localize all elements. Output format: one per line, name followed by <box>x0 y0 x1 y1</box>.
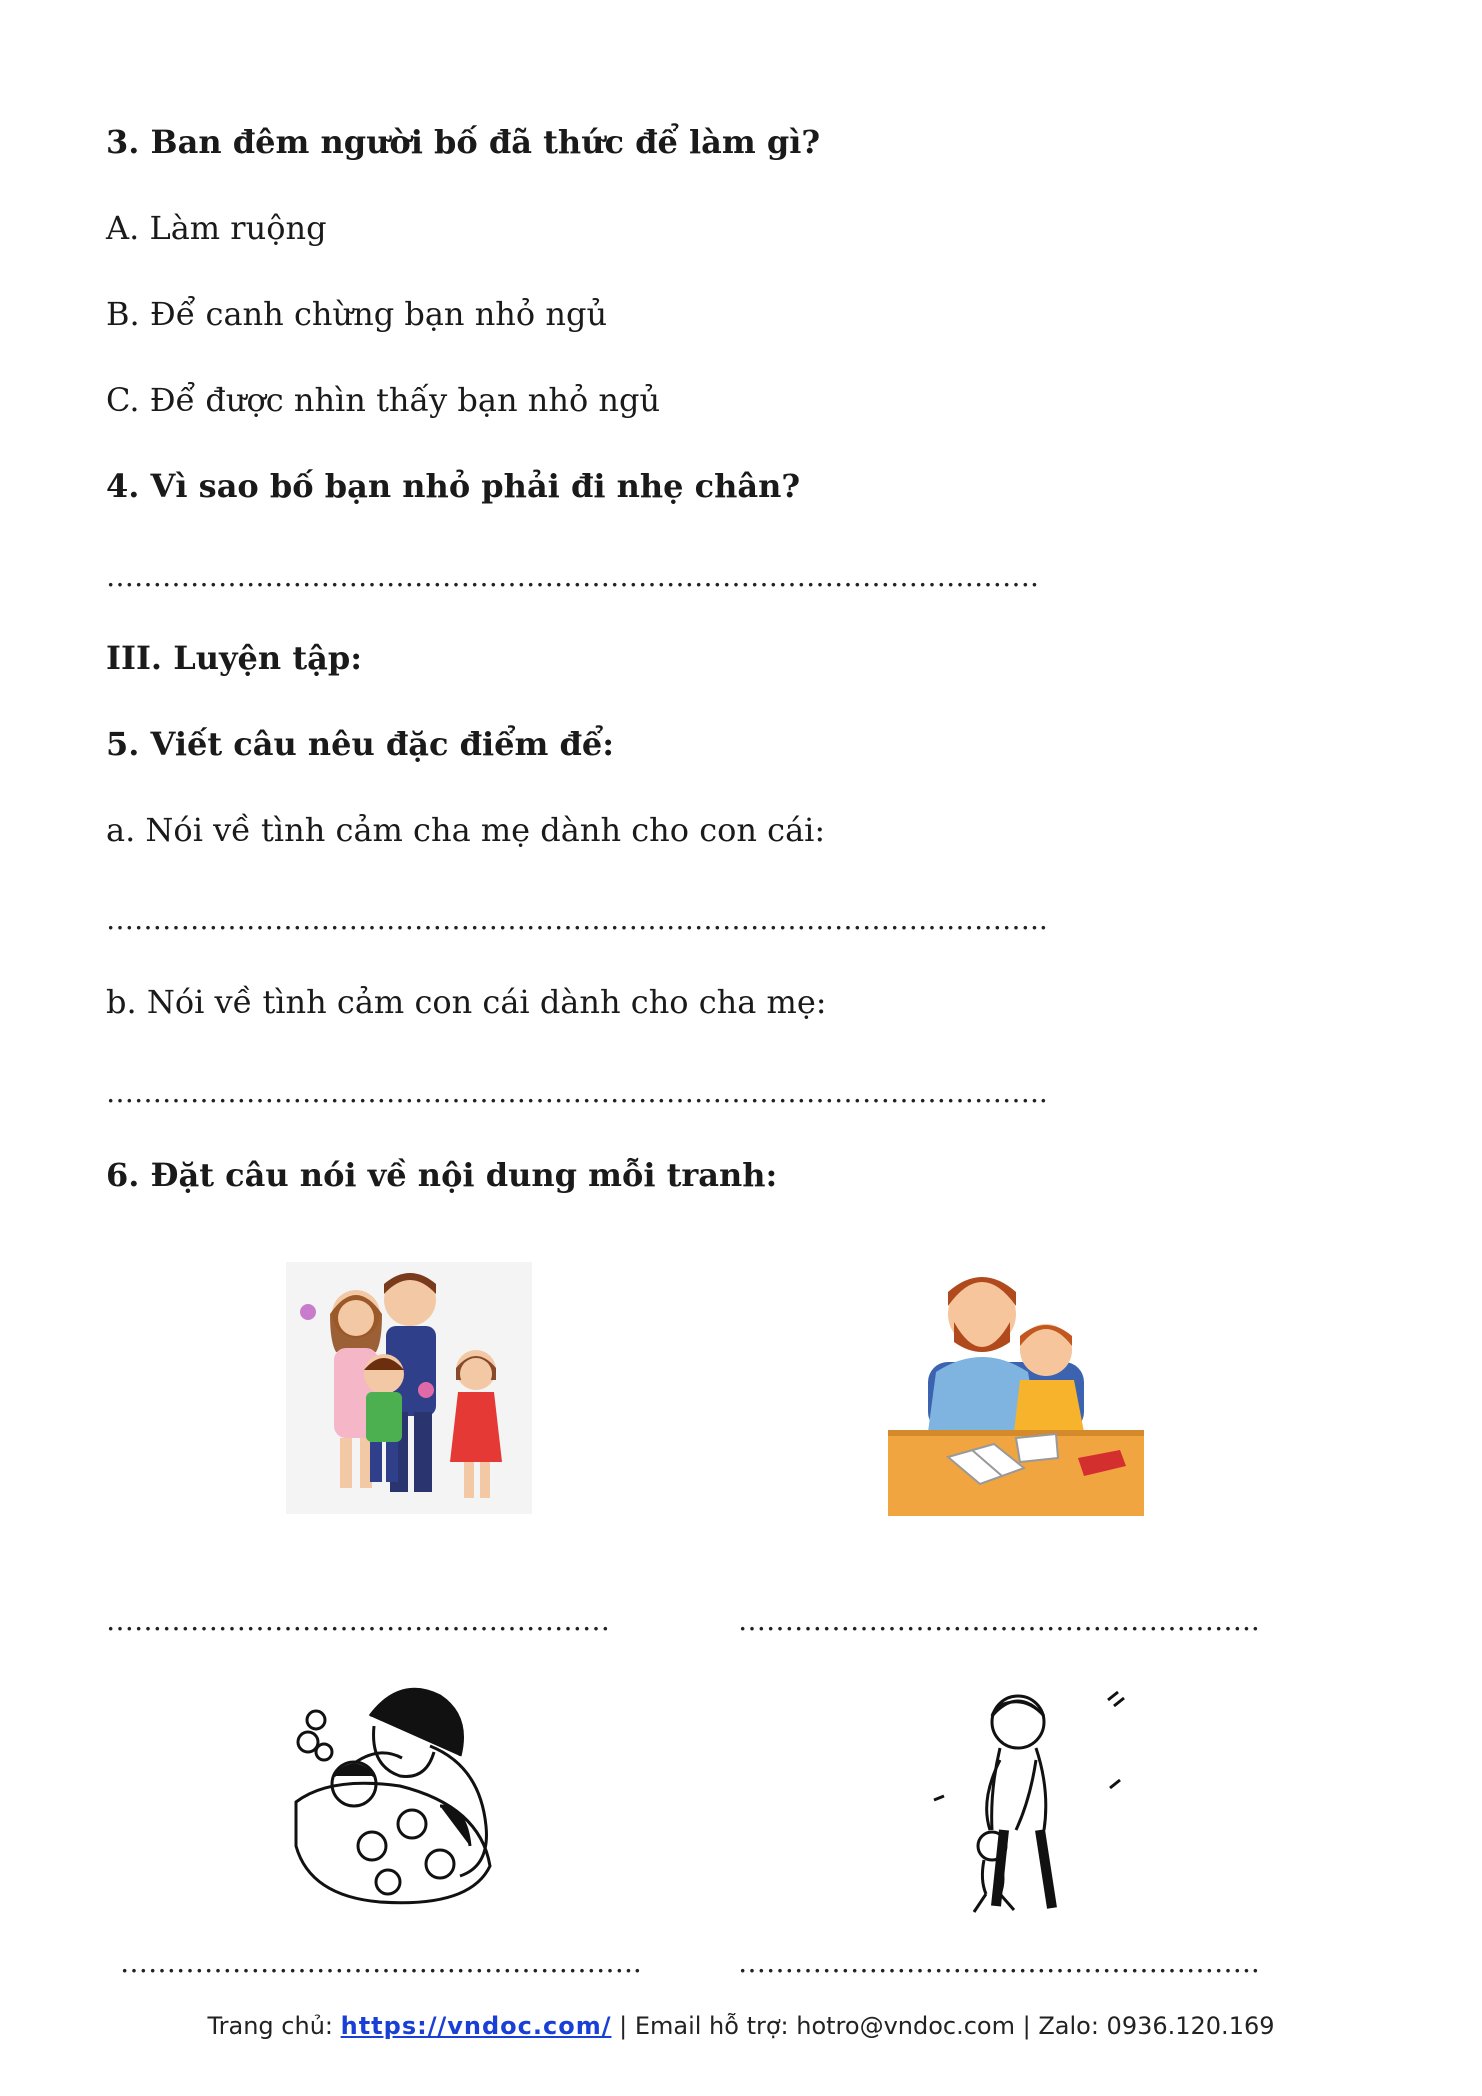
mother-child-sleeping-picture <box>290 1676 530 1908</box>
option-a: A. Làm ruộng <box>106 209 327 247</box>
father-son-study-picture <box>888 1262 1144 1516</box>
footer-contact: | Email hỗ trợ: hotro@vndoc.com | Zalo: 0936.120.169 <box>611 2012 1275 2040</box>
answer-line-q5b[interactable]: ……………………………………………………………………………………….. <box>106 1076 1048 1109</box>
answer-line-q5a[interactable]: ……………………………………………………………………………………….. <box>106 903 1048 936</box>
section-3-title: III. Luyện tập: <box>106 639 363 677</box>
question-6-title: 6. Đặt câu nói về nội dung mỗi tranh: <box>106 1156 778 1194</box>
answer-line-picture-1[interactable]: ……………………………………………… <box>106 1604 610 1637</box>
question-5-title: 5. Viết câu nêu đặc điểm để: <box>106 725 615 763</box>
footer-prefix: Trang chủ: <box>207 2012 341 2040</box>
answer-line-picture-4[interactable]: ……………………………………………….. <box>738 1946 1260 1979</box>
question-3-title: 3. Ban đêm người bố đã thức để làm gì? <box>106 123 821 161</box>
question-5b: b. Nói về tình cảm con cái dành cho cha mẹ: <box>106 983 827 1021</box>
option-b: B. Để canh chừng bạn nhỏ ngủ <box>106 295 608 333</box>
father-baby-walking-picture <box>920 1680 1140 1920</box>
answer-line-picture-3[interactable]: ……………………………………………….. <box>120 1946 642 1979</box>
option-c: C. Để được nhìn thấy bạn nhỏ ngủ <box>106 381 661 419</box>
footer <box>0 2012 1482 2040</box>
question-5a: a. Nói về tình cảm cha mẹ dành cho con cái: <box>106 811 826 849</box>
homepage-link[interactable]: https://vndoc.com/ <box>340 2012 612 2040</box>
family-picture <box>286 1262 532 1514</box>
question-4-title: 4. Vì sao bố bạn nhỏ phải đi nhẹ chân? <box>106 467 801 505</box>
answer-line-q4[interactable]: ………………………………………………………………………………………. <box>106 560 1039 593</box>
answer-line-picture-2[interactable]: ……………………………………………….. <box>738 1604 1260 1637</box>
